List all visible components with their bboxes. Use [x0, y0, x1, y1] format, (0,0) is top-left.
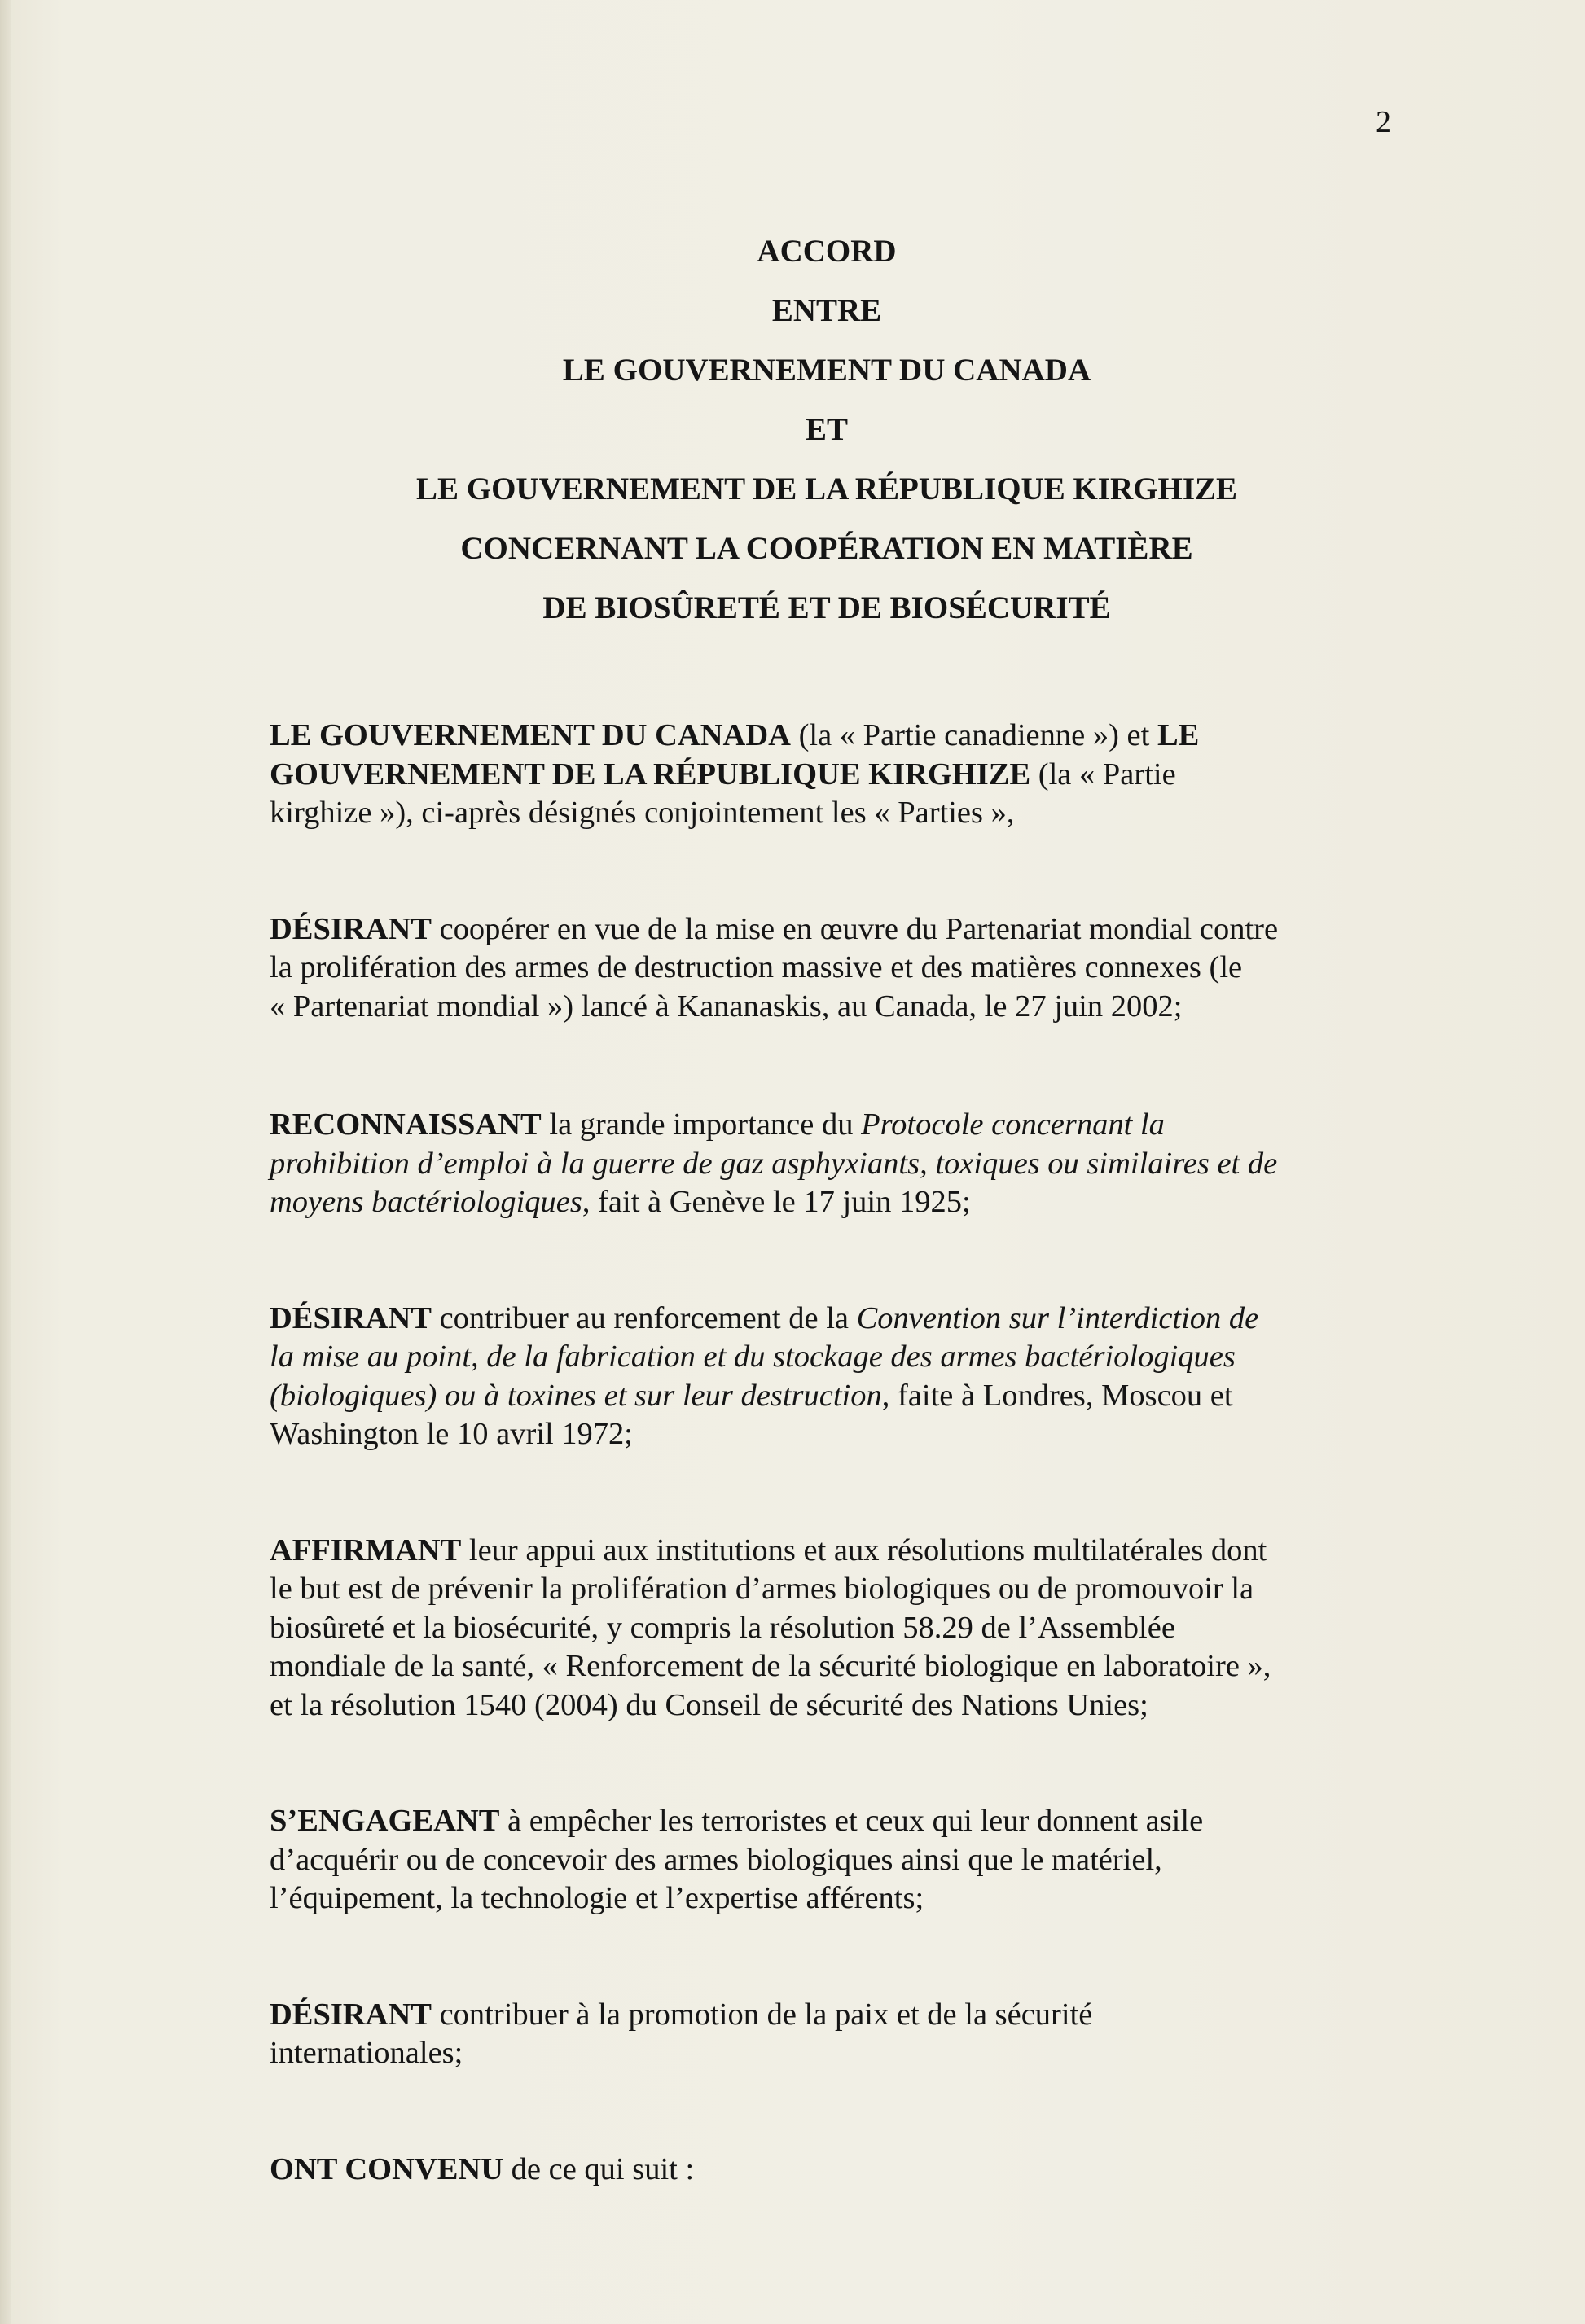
preamble	[270, 717, 1402, 2266]
reconnaissant-paragraph: RECONNAISSANT la grande importance du Protocole concernant la prohibition d’emploi à la guerre de gaz asphyxiants, toxiques ou similaires et de moyens bactériologiques, fait à Genève le 17 juin 1925;	[270, 1107, 1278, 1219]
title-line-canada: LE GOUVERNEMENT DU CANADA	[562, 353, 1091, 388]
paragraph-lead: DÉSIRANT	[270, 1300, 432, 1335]
engageant-paragraph: S’ENGAGEANT à empêcher les terroristes et ceux qui leur donnent asile d’acquérir ou de concevoir des armes biologiques ainsi que le matériel, l’équipement, la technologie et l’expertise afférents;	[270, 1804, 1204, 1915]
desirant-paragraph-1: DÉSIRANT coopérer en vue de la mise en œuvre du Partenariat mondial contre la prolifération des armes de destruction massive et des matières connexes (le « Partenariat mondial ») lancé à Kananaskis, au Canada, le 27 juin 2002;	[270, 911, 1279, 1024]
title-line-entre: ENTRE	[771, 293, 882, 328]
paragraph-lead: ONT CONVENU	[270, 2151, 504, 2186]
party-kirghize: GOUVERNEMENT DE LA RÉPUBLIQUE KIRGHIZE	[270, 756, 1031, 791]
desirant-paragraph-2: DÉSIRANT contribuer au renforcement de la Convention sur l’interdiction de la mise au point, de la fabrication et du stockage des armes bactériologiques (biologiques) ou à toxines et sur leur destruction, faite à Londres, Moscou et Washington le 10 avril 1972;	[270, 1300, 1259, 1451]
paragraph-lead: DÉSIRANT	[270, 911, 432, 946]
paragraph-lead: DÉSIRANT	[270, 1997, 432, 2032]
parties-paragraph: LE GOUVERNEMENT DU CANADA (la « Partie canadienne ») et LE GOUVERNEMENT DE LA RÉPUBLIQUE KIRGHIZE (la « Partie kirghize »), ci-après désignés conjointement les « Parties »,	[270, 718, 1200, 830]
title-line-cooperation: CONCERNANT LA COOPÉRATION EN MATIÈRE	[460, 531, 1193, 566]
protocol-title: Protocole concernant la	[861, 1107, 1165, 1142]
page-spine-shadow	[0, 0, 11, 2324]
title-line-et: ET	[805, 412, 849, 447]
ont-convenu-paragraph: ONT CONVENU de ce qui suit :	[270, 2151, 695, 2186]
document-title	[187, 221, 1466, 638]
paragraph-lead: RECONNAISSANT	[270, 1107, 542, 1142]
affirmant-paragraph: AFFIRMANT leur appui aux institutions et aux résolutions multilatérales dont le but est de prévenir la prolifération d’armes biologiques ou de promouvoir la biosûreté et la biosécurité, y compris la résolution 58.29 de l’Assemblée mondiale de la santé, « Renforcement de la sécurité biologique en laboratoire », et la résolution 1540 (2004) du Conseil de sécurité des Nations Unies;	[270, 1533, 1271, 1722]
convention-title: Convention sur l’interdiction de	[856, 1300, 1259, 1335]
page-number: 2	[1376, 105, 1391, 139]
paragraph-lead: S’ENGAGEANT	[270, 1804, 500, 1838]
desirant-paragraph-3: DÉSIRANT contribuer à la promotion de la paix et de la sécurité internationales;	[270, 1997, 1093, 2070]
paragraph-lead: AFFIRMANT	[270, 1533, 462, 1568]
title-line-kirghize: LE GOUVERNEMENT DE LA RÉPUBLIQUE KIRGHIZE	[415, 471, 1238, 506]
title-line-biosurete: DE BIOSÛRETÉ ET DE BIOSÉCURITÉ	[542, 590, 1111, 625]
party-canada: LE GOUVERNEMENT DU CANADA	[270, 718, 791, 752]
title-line-accord: ACCORD	[757, 234, 897, 269]
